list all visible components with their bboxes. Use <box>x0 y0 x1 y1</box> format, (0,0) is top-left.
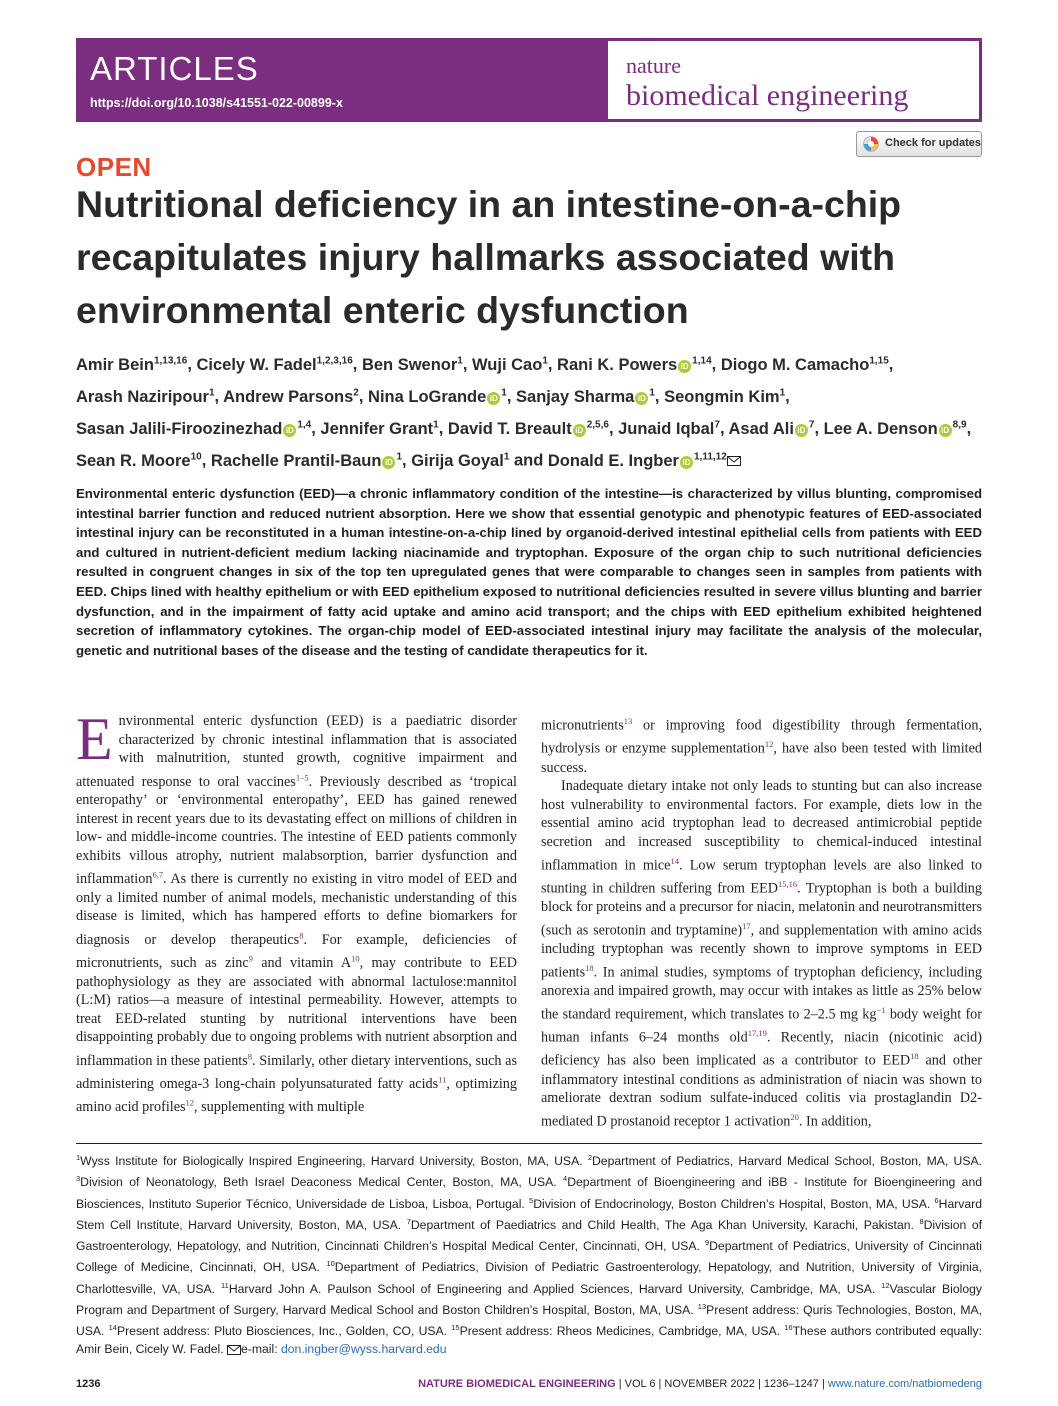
text-run: Department of Paediatrics and Child Health, The Aga Khan University, Karachi, Pakistan. <box>410 1217 920 1232</box>
reference-superscript: 7 <box>406 1216 411 1226</box>
author-name: Wuji Cao <box>472 355 543 374</box>
reference-superscript: 5 <box>529 1195 534 1205</box>
journal-name-line1: nature <box>626 53 681 78</box>
affiliations <box>76 1149 982 1359</box>
orcid-icon[interactable]: iD <box>795 424 808 437</box>
text-run: Department of Pediatrics, Division of Pediatric Gastroenterology, Hepatology, and Nutrition, University of Virginia, Charlottesville, VA, USA. <box>76 1260 982 1296</box>
reference-superscript: 9 <box>248 953 253 964</box>
reference-superscript: 4 <box>563 1174 568 1184</box>
footnote-divider <box>76 1143 982 1144</box>
author <box>362 356 463 374</box>
author-affiliation-superscript: 7 <box>808 419 815 431</box>
reference-superscript: 17,19 <box>747 1028 767 1039</box>
author-affiliation-superscript: 1 <box>779 387 786 399</box>
author-affiliation-superscript: 1 <box>457 355 463 366</box>
author <box>223 388 359 406</box>
author-name: Rachelle Prantil-Baun <box>210 451 382 470</box>
text-run: micronutrients <box>541 717 624 734</box>
author-affiliation-superscript: 1,13,16 <box>153 355 188 366</box>
author-affiliation-superscript: 1 <box>433 419 439 431</box>
author-affiliation-superscript: 1,4 <box>297 419 312 431</box>
author <box>76 388 215 406</box>
author-name: Seongmin Kim <box>664 387 780 406</box>
text-run: . In animal studies, symptoms of tryptophan deficiency, including anorexia and impaired growth, may occur with intakes as little as 25% below the standard requirement, which translates to 2–2.5 mg kg <box>541 964 982 1023</box>
abstract: Environmental enteric dysfunction (EED)—a chronic inflammatory condition of the intestine—is characterized by villus blunting, compromised intestinal barrier function and reduced nutrient absorption. Here we show that essential genotypic and phenotypic features of EED-associated intestinal injury can be reconstituted in a human intestine-on-a-chip lined by organoid-derived intestinal epithelial cells from patients with EED and cultured in nutrient-deficient medium lacking niacinamide and tryptophan. Exposure of the organ chip to such nutritional deficiencies resulted in congruent changes in six of the top ten upregulated genes that were comparable to changes seen in samples from patients with EED. Chips lined with healthy epithelium or with EED epithelium exposed to nutritional deficiencies resulted in severe villus blunting and barrier dysfunction, and in the impairment of fatty acid uptake and amino acid transport; and the chips with EED epithelium exhibited heightened secretion of inflammatory cytokines. The organ-chip model of EED-associated intestinal injury may facilitate the analysis of the molecular, genetic and nutritional bases of the disease and the testing of candidate therapeutics for it. <box>76 486 982 658</box>
author-affiliation-superscript: 1 <box>649 387 655 399</box>
text-run: , may contribute to EED pathophysiology as they are associated with abnormal lactulose:mannitol (L:M) ratios—a measure of intestinal permeability. However, attempts to treat EED-related stunting by nutritional interventions have been disappointing probably due to ongoing problems with nutrient absorption and inflammation in these patients <box>76 955 517 1069</box>
author-affiliation-superscript: 1,15 <box>869 355 889 366</box>
author-affiliation-superscript: 8,9 <box>952 419 967 431</box>
text-run: Department of Bioengineering and iBB - Institute for Bioengineering and Biosciences, Instituto Superior Técnico, Universidade de Lisboa, Lisboa, Portugal. <box>76 1175 982 1211</box>
author <box>557 356 712 374</box>
author <box>824 420 967 438</box>
reference-superscript: 1–5 <box>295 771 309 782</box>
text-run: . As there is currently no existing in vitro model of EED and only a limited number of animal models, mechanistic understanding of this disease is limited, which has hampered efforts to define biomarkers for diagnosis or develop therapeutics <box>76 871 517 948</box>
reference-superscript: 11 <box>221 1280 229 1290</box>
author-affiliation-superscript: 1,14 <box>692 355 712 366</box>
text-run: body weight for human infants 6–24 months old <box>541 1006 982 1046</box>
orcid-icon[interactable]: iD <box>939 424 952 437</box>
author <box>76 420 311 438</box>
author <box>196 356 352 374</box>
author-name: Arash Naziripour <box>76 387 209 406</box>
section-label: ARTICLES <box>90 50 259 87</box>
reference-superscript: 20 <box>790 1111 799 1122</box>
reference-superscript: 6 <box>934 1195 939 1205</box>
text-run: . Recently, niacin (nicotinic acid) deficiency has also been implicated as a contributor to EED <box>541 1029 982 1070</box>
text-run: Wyss Institute for Biologically Inspired Engineering, Harvard University, Boston, MA, USA. <box>80 1154 588 1169</box>
page-number: 1236 <box>76 1378 101 1390</box>
author <box>76 452 202 470</box>
crossmark-icon <box>863 136 879 152</box>
author <box>368 388 507 406</box>
author-name: Sean R. Moore <box>76 451 191 470</box>
text-run: These authors contributed equally: Amir Bein, Cicely W. Fadel. <box>76 1324 982 1357</box>
author-affiliation-superscript: 1 <box>503 451 510 463</box>
reference-superscript: 12 <box>185 1097 195 1108</box>
reference-superscript: 18 <box>585 962 594 973</box>
footer-url[interactable]: www.nature.com/natbiomedeng <box>827 1378 982 1390</box>
reference-superscript: 12 <box>881 1280 890 1290</box>
author-affiliation-superscript: 1 <box>208 387 215 399</box>
author-list: Amir Bein$^{1,13,16}$, Cicely W. Fadel$^{1,2,3,16}$, Ben Swenor$^1$, Wuji Cao$^1$, Rani K. Powers iD $^{1,14}$, Diogo M. Camacho$^{1,15}$, Arash Naziripour$^1$, Andrew Parsons$^2$, Nina LoGrande iD $^1$, Sanjay Sharma iD $^1$, Seongmin Kim$^1$, Sasan Jalili-Firoozinezhad iD $^{1,4}$, Jennifer Grant$^1$, David T. Breault iD $^{2,5,6}$, Junaid Iqbal$^7$, Asad Ali iD $^7$, Lee A. Denson iD $^{8,9}$, Sean R. Moore$^{10}$, Rachelle Prantil-Baun iD $^1$, Girija Goyal$^1$ and Donald E. Ingber iD $^{1,11,12}$ <box>76 355 972 470</box>
text-run: Vascular Biology Program and Department of Surgery, Harvard Medical School and Boston Children’s Hospital, Boston, MA, USA. <box>76 1281 982 1317</box>
reference-superscript: 8 <box>299 930 304 940</box>
text-run: Department of Pediatrics, Harvard Medical School, Boston, MA, USA. <box>591 1154 982 1169</box>
author-affiliation-superscript: 1,11,12 <box>693 451 727 463</box>
author-affiliation-superscript: 1 <box>542 355 548 366</box>
text-run: , supplementing with multiple <box>194 1099 365 1116</box>
reference-superscript: 13 <box>697 1301 707 1311</box>
reference-superscript: 10 <box>326 1259 335 1269</box>
reference-superscript: 15 <box>451 1323 460 1333</box>
text-run: Division of Neonatology, Beth Israel Deaconess Medical Center, Boston, MA, USA. <box>80 1175 564 1190</box>
body-column-left <box>76 706 518 1117</box>
author <box>448 420 609 438</box>
author-affiliation-superscript: 1 <box>501 387 507 399</box>
reference-superscript: 14 <box>108 1323 117 1333</box>
text-run: . For example, deficiencies of micronutrients, such as zinc <box>76 931 518 972</box>
orcid-icon[interactable]: iD <box>678 360 691 373</box>
author-name: Girija Goyal <box>411 451 504 470</box>
author <box>721 356 889 374</box>
reference-superscript: 8 <box>919 1216 924 1226</box>
author-name: Ben Swenor <box>361 355 458 374</box>
author <box>472 356 548 374</box>
text-run: . In addition, <box>798 1113 872 1130</box>
author <box>664 388 785 406</box>
author-name: Asad Ali <box>728 419 794 438</box>
text-run: , optimizing amino acid profiles <box>76 1076 517 1116</box>
reference-superscript: 2 <box>587 1153 592 1162</box>
paragraph-text <box>76 706 518 1116</box>
author-name: Nina LoGrande <box>368 387 487 406</box>
author-name: Jennifer Grant <box>320 419 434 438</box>
author <box>548 452 741 470</box>
text-run: . Low serum tryptophan levels are also linked to stunting in children suffering from EED <box>541 857 982 897</box>
intro-paragraph <box>76 706 518 1117</box>
reference-superscript: 12 <box>764 739 774 750</box>
author <box>516 388 655 406</box>
reference-superscript: 11 <box>438 1074 447 1085</box>
author-name: Junaid Iqbal <box>618 419 715 438</box>
text-run: , have also been tested with limited success. <box>541 741 982 776</box>
footer-issue: | VOL 6 | NOVEMBER 2022 | 1236–1247 | <box>618 1378 825 1390</box>
author-affiliation-superscript: 1,2,3,16 <box>316 355 353 366</box>
journal-header <box>76 38 982 122</box>
author <box>211 452 402 470</box>
envelope-icon <box>727 456 741 466</box>
author-name: Cicely W. Fadel <box>196 355 317 374</box>
text-run: Present address: Rheos Medicines, Cambridge, MA, USA. <box>459 1324 785 1339</box>
reference-superscript: 17 <box>742 920 751 931</box>
text-run: Present address: Quris Technologies, Boston, MA, USA. <box>76 1302 982 1339</box>
journal-name-line2: biomedical engineering <box>626 79 909 112</box>
check-for-updates-button[interactable] <box>856 131 982 157</box>
author-affiliation-superscript: 2,5,6 <box>586 419 609 431</box>
orcid-icon[interactable]: iD <box>487 392 500 405</box>
author-name: Sasan Jalili-Firoozinezhad <box>76 419 283 438</box>
reference-superscript: 8 <box>247 1051 253 1062</box>
envelope-icon <box>227 1345 241 1355</box>
text-run: Present address: Pluto Biosciences, Inc., Golden, CO, USA. <box>116 1324 452 1339</box>
text-run: . Similarly, other dietary interventions, such as administering omega-3 long-chain polyunsaturated fatty acids <box>76 1052 517 1093</box>
doi-link[interactable]: https://doi.org/10.1038/s41551-022-00899-x <box>90 96 343 110</box>
author-name: David T. Breault <box>447 419 572 438</box>
reference-superscript: 9 <box>704 1238 710 1248</box>
body-column-right <box>541 712 982 1131</box>
reference-superscript: 10 <box>351 953 360 964</box>
author <box>729 420 815 438</box>
orcid-icon[interactable]: iD <box>635 392 648 405</box>
paragraph-continued <box>541 712 982 777</box>
text-run: e-mail: <box>241 1342 281 1357</box>
check-for-updates-label: Check for updates <box>885 137 981 149</box>
journal-logo <box>608 41 979 119</box>
author <box>411 452 509 470</box>
footer-journal: NATURE BIOMEDICAL ENGINEERING <box>418 1378 616 1390</box>
paragraph <box>541 777 982 1131</box>
text-run: Division of Endocrinology, Boston Children’s Hospital, Boston, MA, USA. <box>533 1196 935 1211</box>
author-affiliation-superscript: 1 <box>396 451 403 463</box>
email-link[interactable]: don.ingber@wyss.harvard.edu <box>281 1342 447 1357</box>
author-name: Donald E. Ingber <box>547 451 679 470</box>
text-run: Department of Pediatrics, University of Cincinnati College of Medicine, Cincinnati, OH, USA. <box>76 1239 982 1275</box>
author <box>618 420 720 438</box>
reference-superscript: 16 <box>784 1323 793 1333</box>
author-name: Lee A. Denson <box>823 419 938 438</box>
author-name: Andrew Parsons <box>223 387 354 406</box>
author <box>76 356 187 374</box>
text-run: Division of Gastroenterology, Hepatology, and Nutrition, Cincinnati Children’s Hospital Medical Center, Cincinnati, OH, USA. <box>76 1217 982 1254</box>
author-and: and <box>513 451 548 470</box>
author-affiliation-superscript: 7 <box>714 419 720 431</box>
reference-superscript: 15,16 <box>777 878 798 889</box>
article-title: Nutritional deficiency in an intestine-on-a-chip recapitulates injury hallmarks associated with environmental enteric dysfunction <box>76 183 902 331</box>
text-run: or improving food digestibility through fermentation, hydrolysis or enzyme supplementation <box>541 717 982 758</box>
orcid-icon[interactable]: iD <box>283 424 296 437</box>
reference-superscript: −1 <box>876 1004 886 1015</box>
text-run: , and supplementation with amino acids including tryptophan was recently shown to improve symptoms in EED patients <box>541 922 982 981</box>
footer-citation <box>418 1378 982 1390</box>
author-name: Rani K. Powers <box>557 355 678 374</box>
text-run: Inadequate dietary intake not only leads to stunting but can also increase host vulnerability to environmental factors. For example, diets low in the essential amino acid tryptophan lead to decreased antimicrobial peptide secretion and increased susceptibility to chemical-induced intestinal inflammation in mice <box>541 778 982 874</box>
open-access-label: OPEN <box>76 152 152 182</box>
drop-cap: E <box>76 706 113 772</box>
orcid-icon[interactable]: iD <box>382 456 395 469</box>
text-run: Harvard Stem Cell Institute, Harvard University, Boston, MA, USA. <box>76 1196 983 1232</box>
text-run: . Tryptophan is both a building block for proteins and a precursor for niacin, melatonin and neurotransmitters (such as serotonin and tryptamine) <box>541 880 982 939</box>
reference-superscript: 18 <box>910 1051 919 1062</box>
author-affiliation-superscript: 2 <box>353 387 359 399</box>
author-affiliation-superscript: 10 <box>190 451 202 463</box>
text-run: . Previously described as ‘tropical enteropathy’ or ‘environmental enteropathy’, EED has gained renewed interest in recent years due to its devastating effect on millions of children in low- and middle-income countries. The intestine of EED patients commonly exhibits villous atrophy, nutrient malabsorption, barrier dysfunction and inflammation <box>76 773 517 888</box>
reference-superscript: 13 <box>623 716 633 726</box>
author <box>320 420 438 438</box>
text-run: Harvard John A. Paulson School of Engineering and Applied Sciences, Harvard University, Cambridge, MA, USA. <box>228 1281 882 1296</box>
orcid-icon[interactable]: iD <box>680 456 693 469</box>
author-name: Amir Bein <box>76 355 154 374</box>
reference-superscript: 6,7 <box>152 869 164 880</box>
text-run: nvironmental enteric dysfunction (EED) is a paediatric disorder characterized by chronic intestinal inflammation that is associated with malnutrition, stunted growth, cognitive impairment and attenuated response to oral vaccines <box>76 713 517 790</box>
reference-superscript: 3 <box>76 1174 81 1184</box>
author-name: Diogo M. Camacho <box>720 355 870 374</box>
author-name: Sanjay Sharma <box>516 387 635 406</box>
orcid-icon[interactable]: iD <box>573 424 586 437</box>
text-run: and vitamin A <box>252 955 352 972</box>
reference-superscript: 1 <box>76 1153 81 1162</box>
text-run: and other inflammatory intestinal conditions as administration of niacin was shown to ameliorate dextran sodium sulfate-induced colitis via prostaglandin D2-mediated D prostanoid receptor 1 activation <box>541 1053 983 1130</box>
reference-superscript: 14 <box>670 855 679 866</box>
